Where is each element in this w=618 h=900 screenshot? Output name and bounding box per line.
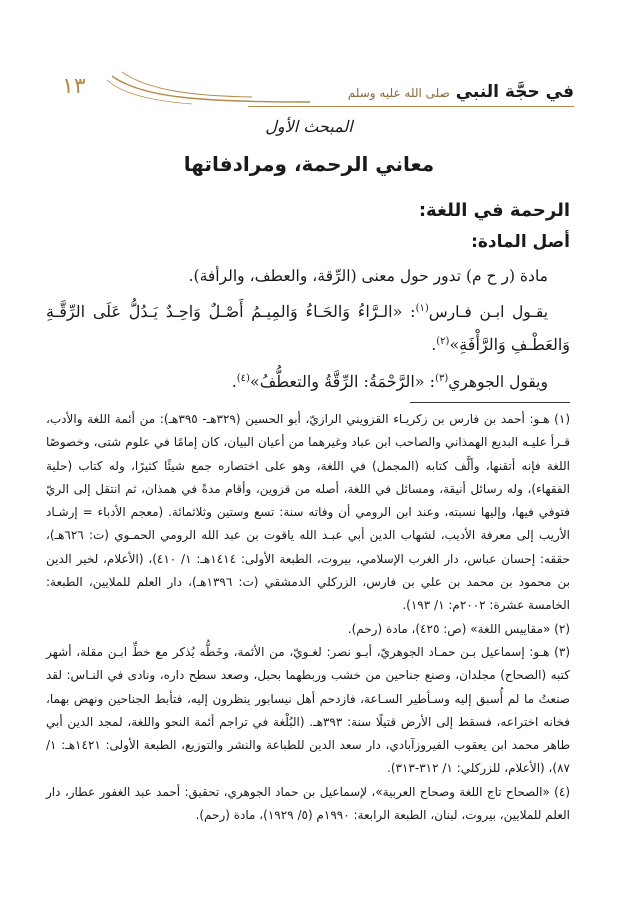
footnote-ref-4[interactable]: (٤) — [236, 373, 250, 384]
running-title — [348, 82, 574, 102]
subheading-language: الرحمة في اللغة: — [418, 200, 570, 221]
footnote-4: (٤) «الصحاح تاج اللغة وصحاح العربية»، لإسماعيل بن حماد الجوهري، تحقيق: أحمد عبد الغفور عطار، دار العلم للملايين، بيروت، لبنان، الطبعة الرابعة: ١٩٩٠م (٥/ ١٩٢٩)، مادة (رحم). — [46, 784, 570, 823]
running-title-text: في حجَّة النبي — [455, 82, 574, 102]
section-label: المبحث الأول — [265, 117, 353, 136]
header-ornament-icon — [52, 68, 312, 108]
page-header — [48, 68, 574, 108]
section-title: معاني الرحمة، ومرادفاتها — [183, 152, 435, 176]
footnote-2: (٢) «مقاييس اللغة» (ص: ٤٢٥)، مادة (رحم). — [347, 621, 570, 636]
subheading-root: أصل المادة: — [471, 232, 570, 252]
footnote-ref-3[interactable]: (٣) — [435, 373, 449, 384]
jawhari-lead: ويقول الجوهري — [448, 373, 548, 392]
ibn-faris-lead: يقـول ابـن فـارس — [428, 303, 549, 322]
ibn-faris-quote: : «الـرَّاءُ وَالحَـاءُ وَالمِيـمُ أَصْـلٌ وَاحِـدٌ يَـدُلُّ عَلَى الرِّقَّـةِ وَالعَطْـفِ وَالرَّأْفَةِ» — [46, 302, 570, 355]
footnote-1: (١) هـو: أحمد بن فارس بن زكريـاء القزويني الرازيّ، أبو الحسين (٣٢٩هـ- ٣٩٥هـ): من أئمة اللغة والأدب، قـرأ عليـه البديع الهمذاني والصاحب ابن عباد وغيرهما من أعيان البيان، كان إمامًا في علوم شتى، وخصوصًا اللغة فإنه أتقنها، وألَّف كتابه (المجمل) في اللغة، وهو على اختصاره جمع شيئًا كثيرًا، وله كتاب (حلية الفقهاء)، وله رسائل أنيقة، ومسائل في اللغة، أصله من قزوين، وأقام مدةً في همذان، ثم انتقل إلى الريّ فتوفي فيها، وإليها نسبته، وعند ابن الرومي أن وفاته سنة: تسع وستين وثلاثمائة. (معجم الأدباء = إرشـاد الأريب إلى معرفة الأديب، لشهاب الدين أبي عبـد الله ياقوت بن عبد الله الرومي الحمـوي (ت: ٦٢٦هـ)، حققه: إحسان عباس، دار الغرب الإسلامي، بيروت، الطبعة الأولى: ١٤١٤هـ: ١/ ٤١٠)، (الأعلام، لخير الدين بن محمود بن محمد بن علي بن فارس، الزركلي الدمشقي (ت: ١٣٩٦هـ)، دار العلم للملايين، الطبعة: الخامسة عشرة: ٢٠٠٢م: ١/ ١٩٣). — [46, 412, 571, 613]
footnotes — [46, 408, 570, 827]
header-rule — [248, 106, 574, 107]
jawhari-quote: : «الرَّحْمَةُ: الرِّقَّةُ والتعطُّفُ» — [249, 372, 436, 392]
footnote-ref-1[interactable]: (١) — [415, 303, 429, 314]
footnote-separator — [410, 402, 570, 403]
paragraph-jawhari: ويقول الجوهري$^{(٣)}$: «الرَّحْمَةُ: الرِّقَّةُ والتعطُّفُ»$^{(٤)}$. — [231, 372, 548, 392]
footnote-ref-2[interactable]: (٢) — [436, 336, 450, 348]
page-number: ١٣ — [62, 74, 86, 99]
honorific-text: صلى الله عليه وسلم — [347, 86, 450, 100]
footnote-3: (٣) هـو: إسماعيل بـن حمـاد الجوهريّ، أبـو نصر: لغـويّ، من الأئمة، وخَطُّه يُذكر مع خطِّ ابـن مقلة، أشهر كتبه (الصحاح) مجلدان، وصنع جناحين من خشب وربطهما بحبل، وصعد سطح داره، ونادى في النـاس: لقد صنعتُ ما لم أُسبق إليه وسـأطير السـاعة، فازدحم أهل نيسابور ينظرون إليه، فتأبط الجناحين ونهض بهما، فخانه اختراعه، فسقط إلى الأرض قتيلًا سنة: ٣٩٣هـ. (البُلْغة في تراجم أئمة النحو واللغة، لمجد الدين أبي طاهر محمد ابن يعقوب الفيروزآبادي، دار سعد الدين للطباعة والنشر والتوزيع، الطبعة الأولى: ١٤٢١هـ: ١/ ٨٧)، (الأعلام، للزركلي: ١/ ٣١٢-٣١٣). — [46, 644, 571, 776]
paragraph-ibn-faris: يقـول ابـن فـارس$^{(١)}$: «الـرَّاءُ وَالحَـاءُ وَالمِيـمُ أَصْـلٌ وَاحِـدٌ يَـدُلُّ عَلَى الرِّقَّـةِ وَالعَطْـفِ وَالرَّأْفَةِ»$^{(٢)}$. — [46, 302, 570, 355]
paragraph-root-meaning: مادة (ر ح م) تدور حول معنى (الرِّقة، والعطف، والرأفة). — [188, 267, 548, 285]
